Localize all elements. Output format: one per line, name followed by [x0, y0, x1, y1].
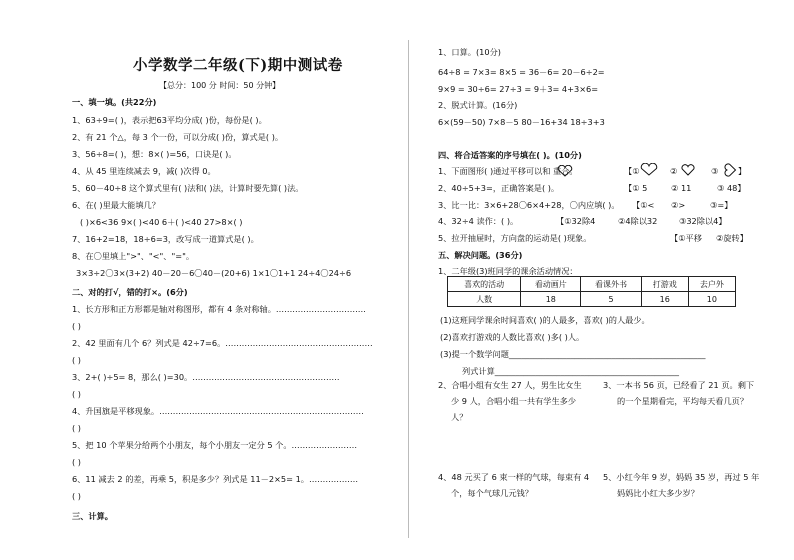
- question-line: 1、长方形和正方形都是轴对称图形，都有 4 条对称轴。……………………………: [72, 304, 366, 314]
- choice-option: ③: [711, 166, 719, 176]
- choice-question: 1、下面图形( )通过平移可以和 重合。: [438, 166, 578, 176]
- choice-option: 【①平移: [670, 233, 702, 243]
- choice-option: 【①<: [632, 200, 655, 210]
- word-problem: 个，每个气球几元钱？: [451, 488, 533, 498]
- question-line: 2、有 21 个△，每 3 个一份，可以分成( )份，算式是( )。: [72, 132, 284, 142]
- question-line: 6、在( )里最大能填几？: [72, 200, 160, 210]
- table-row: [448, 292, 736, 307]
- question-line: 3、56÷8=( )，想：8×( )=56，口诀是( )。: [72, 149, 237, 159]
- section-heading: 五、解决问题。(36分): [438, 250, 523, 260]
- section-heading: 二、对的打√，错的打×。(6分): [72, 287, 188, 297]
- answer-blank: ( ): [72, 355, 81, 365]
- column-divider: [408, 40, 409, 538]
- question-line: 8、在〇里填上">"、"<"、"="。: [72, 251, 195, 261]
- question-line: 3×3÷2〇3×(3+2) 40－20－6〇40－(20+6) 1×1〇1+1 24÷4〇24÷6: [76, 268, 352, 278]
- word-problem: 3、一本书 56 页，已经看了 21 页。剩下: [603, 380, 755, 390]
- paper-title: 小学数学二年级(下)期中测试卷: [133, 57, 343, 74]
- choice-option: 】: [738, 166, 747, 176]
- paper-subtitle: 【总分：100 分 时间：50 分钟】: [159, 81, 281, 90]
- sub-question: (2)喜欢打游戏的人数比喜欢( )多( )人。: [440, 332, 585, 342]
- table-cell: 人数: [448, 292, 521, 307]
- section-heading: 1、口算。(10分): [438, 47, 501, 57]
- choice-option: 【①: [624, 166, 640, 176]
- heart-option-icon: [723, 163, 737, 177]
- choice-option: ②: [670, 166, 678, 176]
- choice-option: ②4除以32: [618, 216, 658, 226]
- sub-question: (1)这班同学课余时间喜欢( )的人最多，喜欢( )的人最少。: [440, 315, 650, 325]
- answer-blank: ( ): [72, 457, 81, 467]
- choice-option: ③ 48】: [717, 183, 746, 193]
- choice-option: 【① 5: [624, 183, 648, 193]
- question-line: 1、63÷9=( )，表示把63平均分成( )份，每份是( )。: [72, 115, 267, 125]
- section-heading: 一、填一填。(共22分): [72, 97, 157, 107]
- choice-question: 5、拉开抽屉时，方向盘的运动是( )现象。: [438, 233, 592, 243]
- section-heading: 四、将合适答案的序号填在( )。(10分): [438, 150, 582, 160]
- answer-blank: ( ): [72, 491, 81, 501]
- choice-question: 3、比一比：3×6+28〇6×4+28，〇内应填( )。: [438, 200, 620, 210]
- choice-option: ③32除以4】: [679, 216, 727, 226]
- answer-blank: ( ): [72, 389, 81, 399]
- choice-option: ③=】: [710, 200, 733, 210]
- oral-calc-row: 64÷8 = 7×3= 8×5 = 36－6= 20－6÷2=: [438, 67, 605, 77]
- table-cell: 去户外: [688, 277, 735, 292]
- answer-blank: ( ): [72, 423, 81, 433]
- table-cell: 18: [521, 292, 581, 307]
- table-cell: 看动画片: [521, 277, 581, 292]
- question-line: 3、2+( )÷5= 8，那么( )=30。………………………………………………: [72, 372, 340, 382]
- heart-option-icon: [640, 163, 658, 176]
- heart-shape-icon: [557, 165, 573, 177]
- choice-option: 【①32除4: [556, 216, 596, 226]
- choice-question: 2、40÷5+3=，正确答案是( )。: [438, 183, 560, 193]
- choice-option: ② 11: [671, 183, 692, 193]
- question-line: 6、11 减去 2 的差，再乘 5，积是多少？列式是 11－2×5= 1。………………: [72, 474, 359, 484]
- table-row: [448, 277, 736, 292]
- word-problem: 4、48 元买了 6 束一样的气球，每束有 4: [438, 472, 590, 482]
- activity-table: [447, 276, 736, 307]
- answer-blank: ( ): [72, 321, 81, 331]
- question-line: ( )×6<36 9×( )<40 6＋( )<40 27>8×( ): [80, 217, 243, 227]
- table-cell: 打游戏: [641, 277, 688, 292]
- question-line: 7、16+2=18，18÷6=3，改写成一道算式是( )。: [72, 234, 259, 244]
- sub-question: 列式计算_____________________________________________: [462, 366, 679, 376]
- step-calc-row: 6×(59－50) 7×8－5 80－16+34 18÷3+3: [438, 117, 605, 127]
- word-problem: 的一个星期看完，平均每天看几页？: [617, 396, 749, 406]
- table-cell: 喜欢的活动: [448, 277, 521, 292]
- table-cell: 16: [641, 292, 688, 307]
- table-cell: 10: [688, 292, 735, 307]
- choice-option: ②>: [671, 200, 686, 210]
- word-problem: 2、合唱小组有女生 27 人，男生比女生: [438, 380, 582, 390]
- heart-option-icon: [681, 164, 695, 176]
- table-cell: 看课外书: [581, 277, 641, 292]
- question-line: 4、升国旗是平移现象。…………………………………………………………………: [72, 406, 364, 416]
- word-problem: 5、小红今年 9 岁，妈妈 35 岁，再过 5 年: [603, 472, 760, 482]
- question-line: 5、60－40÷8 这个算式里有( )法和( )法，计算时要先算( )法。: [72, 183, 304, 193]
- choice-option: ②旋转】: [716, 233, 748, 243]
- problem-intro: 1、二年级(3)班同学的课余活动情况：: [438, 266, 578, 276]
- section-heading: 三、计算。: [72, 511, 113, 521]
- question-line: 2、42 里面有几个 6？列式是 42÷7=6。………………………………………………: [72, 338, 373, 348]
- section-heading: 2、脱式计算。(16分): [438, 100, 518, 110]
- word-problem: 妈妈比小红大多少岁？: [617, 488, 699, 498]
- oral-calc-row: 9×9 = 30÷6= 27÷3 = 9＋3= 4+3×6=: [438, 84, 599, 94]
- question-line: 5、把 10 个苹果分给两个小朋友，每个小朋友一定分 5 个。……………………: [72, 440, 358, 450]
- choice-question: 4、32÷4 读作：( )。: [438, 216, 519, 226]
- table-cell: 5: [581, 292, 641, 307]
- word-problem: 人？: [451, 412, 468, 422]
- question-line: 4、从 45 里连续减去 9，减( )次得 0。: [72, 166, 216, 176]
- sub-question: (3)提一个数学问题________________________________________________: [440, 349, 706, 359]
- word-problem: 少 9 人，合唱小组一共有学生多少: [451, 396, 577, 406]
